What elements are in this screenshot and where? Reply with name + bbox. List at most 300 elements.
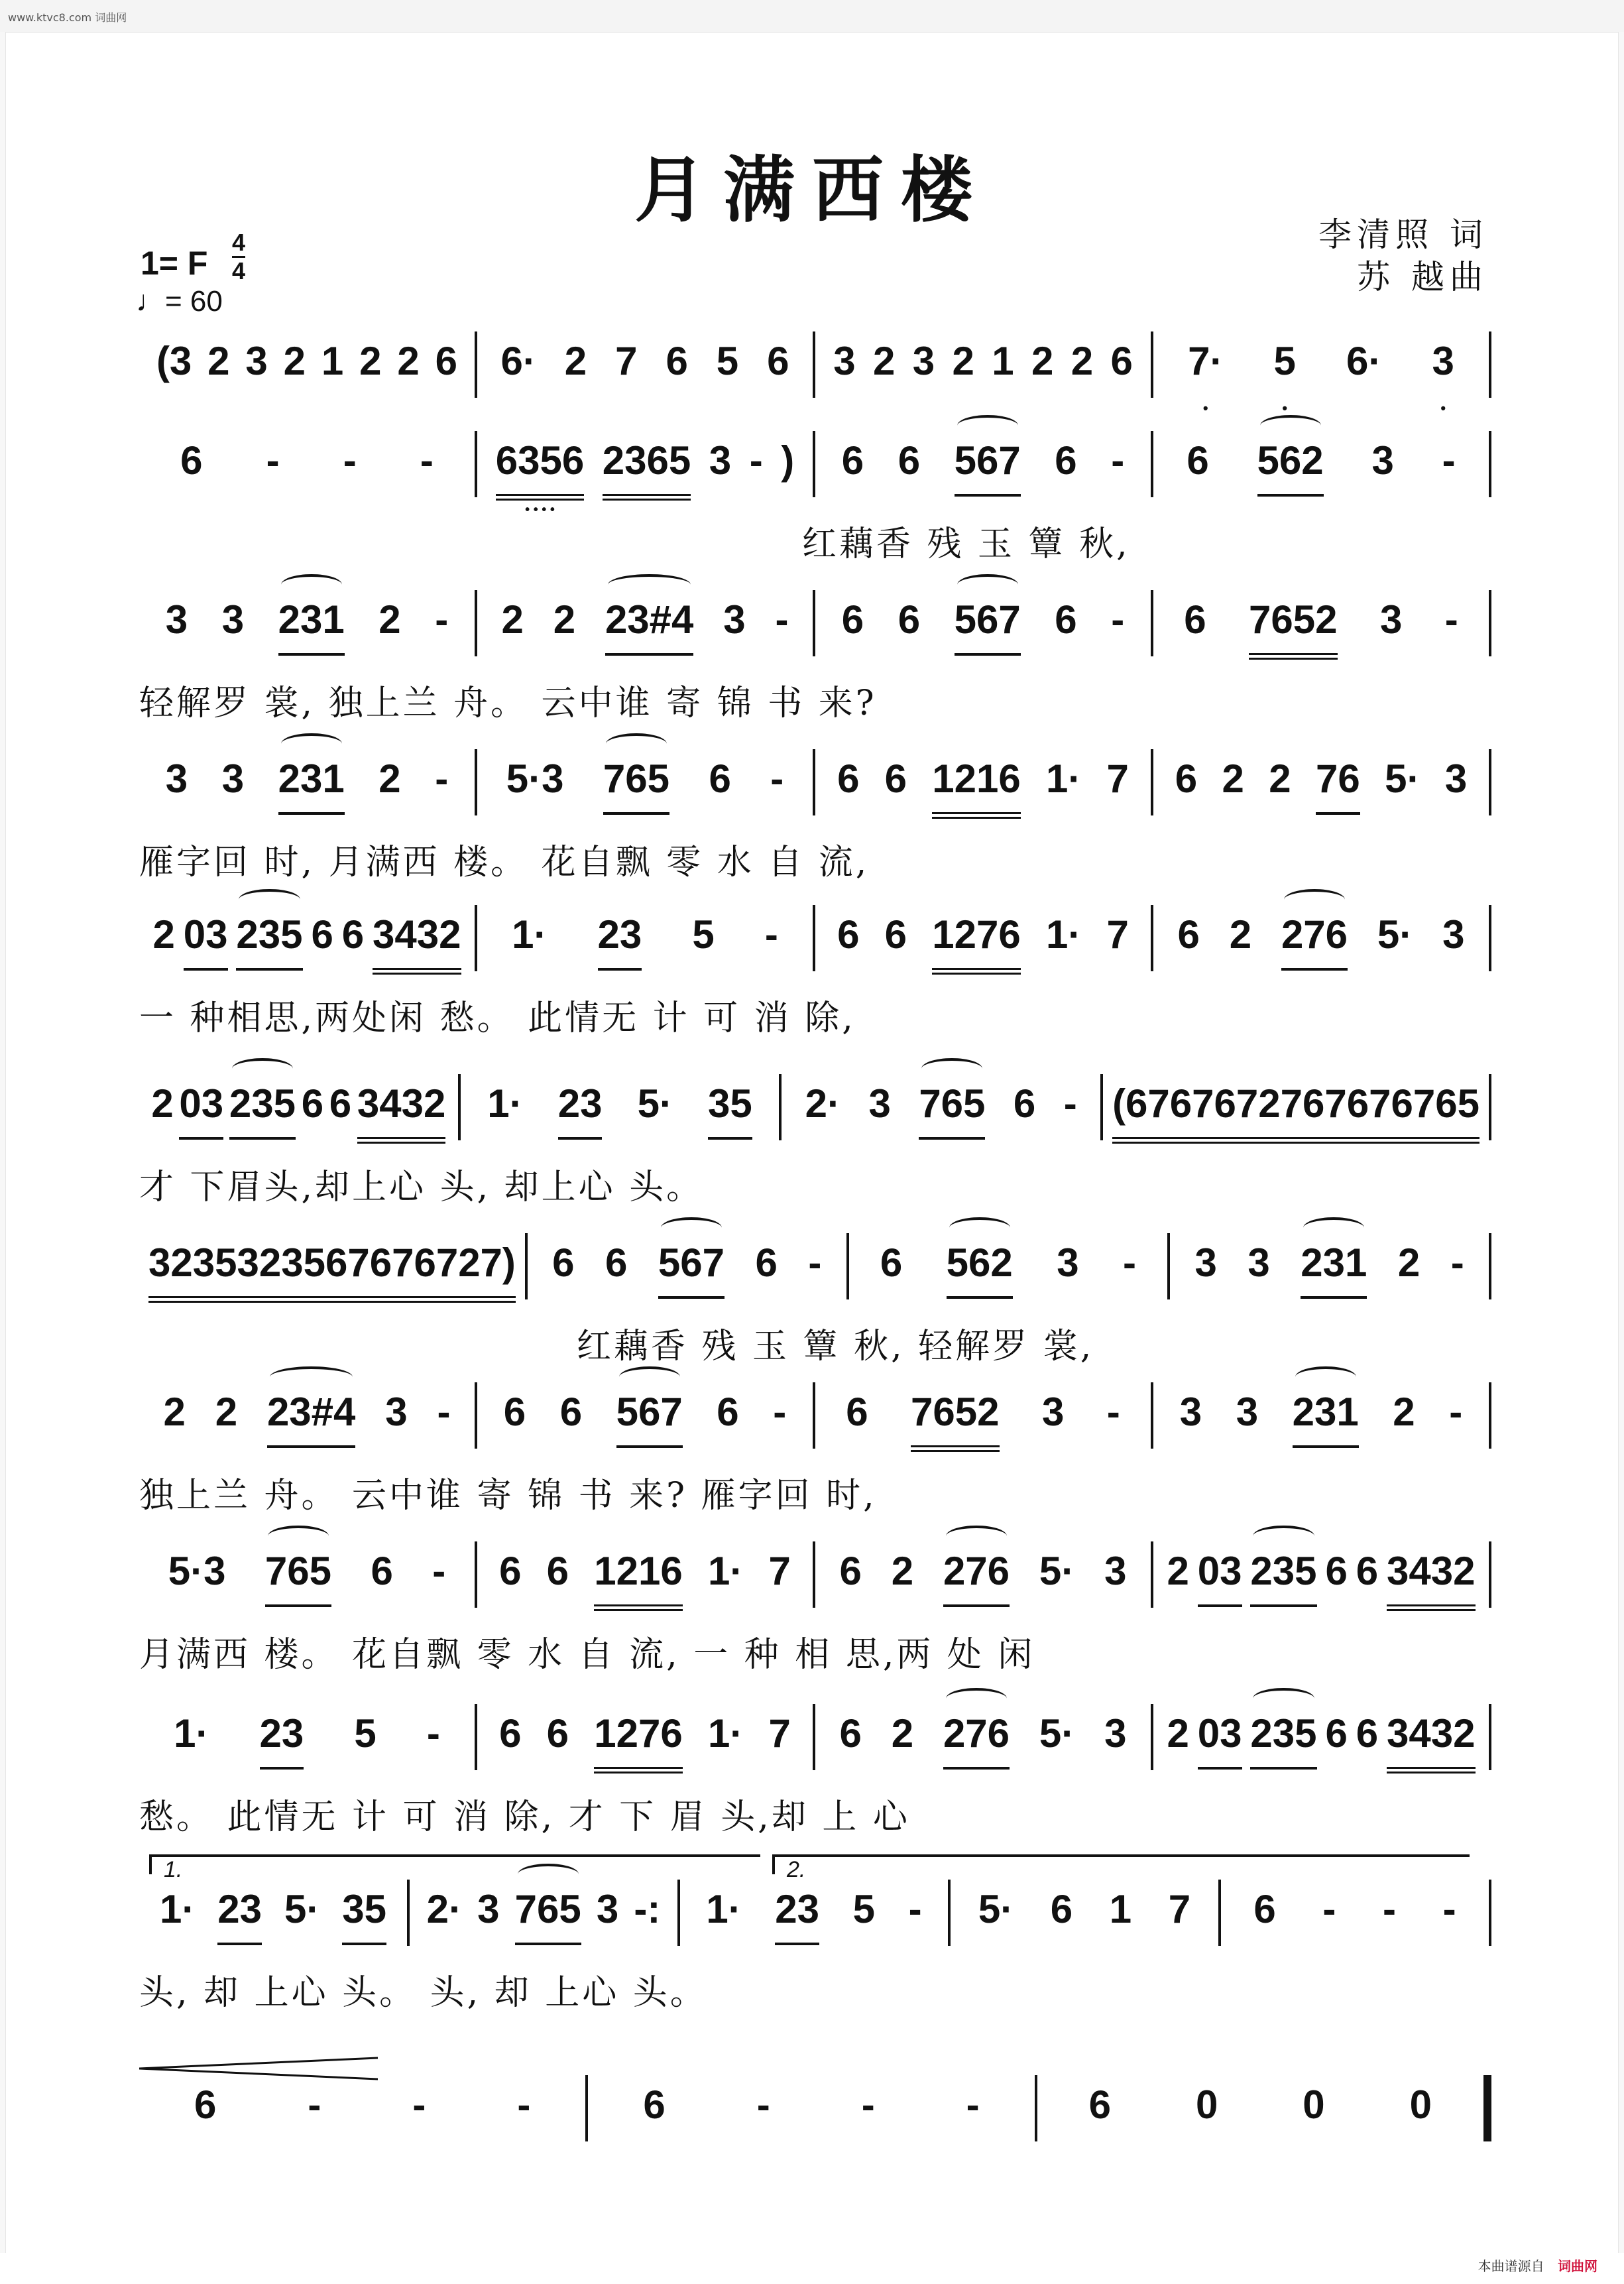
note-group: 6	[1356, 1549, 1379, 1593]
measure	[139, 597, 475, 670]
measure	[815, 338, 1151, 411]
note-group: 1	[321, 339, 344, 383]
note-group: 6	[1253, 1887, 1276, 1931]
measure	[1153, 1548, 1489, 1621]
measure	[477, 1548, 813, 1621]
note-group: 3432	[373, 912, 461, 975]
note-group: 3235	[237, 1240, 325, 1303]
note-group: 6	[1013, 1081, 1036, 1126]
note-group: 2	[564, 339, 587, 383]
note-group: 6765	[1391, 1081, 1479, 1144]
note-group: -	[808, 1240, 822, 1285]
note-group: 3432	[1387, 1711, 1475, 1773]
lyrics-line: 月满西 楼。 花自飘 零 水 自 流, 一 种 相 思,两 处 闲	[139, 1635, 1035, 1675]
note-group: 2	[283, 339, 306, 383]
note-group: 6	[837, 756, 860, 801]
measure	[815, 597, 1151, 670]
note-group: 2	[215, 1390, 238, 1434]
measure	[1153, 1389, 1489, 1462]
note-group: 2	[151, 1081, 174, 1126]
measure	[477, 756, 813, 829]
measure	[139, 2082, 585, 2155]
note-group: 6	[180, 438, 203, 483]
right-margin-strip	[1618, 32, 1624, 2253]
note-group: 1·	[1045, 912, 1082, 957]
note-group: -	[266, 438, 280, 483]
note-group: 6727	[1214, 1081, 1303, 1144]
note-group: 6	[194, 2082, 217, 2127]
measure	[951, 1886, 1218, 1959]
site-url[interactable]: www.ktvc8.com 词曲网	[8, 11, 127, 24]
note-group: 235	[1250, 1711, 1316, 1770]
note-group: 5·	[978, 1887, 1014, 1931]
measure	[477, 597, 813, 670]
note-group: -	[1444, 597, 1458, 642]
note-group: 2	[952, 339, 974, 383]
notes-row	[139, 756, 1491, 829]
note-group: 6767	[325, 1240, 414, 1303]
note-group: 567	[955, 438, 1021, 497]
note-group: 7	[768, 1711, 791, 1756]
note-group: 1216	[932, 756, 1020, 819]
note-group: 2	[1229, 912, 1252, 957]
note-group: 6	[898, 597, 921, 642]
note-group: 6	[546, 1549, 569, 1593]
note-group: 5	[354, 1711, 377, 1756]
note-group: 2	[1269, 756, 1291, 801]
time-signature	[232, 231, 245, 283]
note-group: -	[1106, 1390, 1120, 1434]
note-group: -	[1442, 1887, 1456, 1931]
note-group: 3	[1194, 1240, 1217, 1285]
note-group: 6	[755, 1240, 778, 1285]
measure	[477, 912, 813, 985]
left-margin-strip	[0, 32, 6, 2253]
score-system	[139, 2082, 1491, 2228]
note-group: 3	[477, 1887, 500, 1931]
note-group: 35	[708, 1081, 752, 1140]
barline	[1489, 331, 1491, 398]
note-group: 2	[1071, 339, 1094, 383]
note-group: 03	[179, 1081, 223, 1140]
note-group: 3	[833, 339, 856, 383]
note-group: 231	[1293, 1389, 1359, 1448]
note-group: 6	[371, 1549, 393, 1593]
note-group: 1276	[594, 1711, 682, 1773]
note-group: 6	[846, 1390, 868, 1434]
lyrics-line: 愁。 此情无 计 可 消 除, 才 下 眉 头,却 上 心	[139, 1797, 910, 1837]
note-group: 6	[1356, 1711, 1379, 1756]
note-group: 2	[207, 339, 230, 383]
note-group: 6	[837, 912, 860, 957]
note-group: 3	[385, 1390, 408, 1434]
note-group: 6	[311, 912, 333, 957]
note-group: -	[1449, 1390, 1463, 1434]
measure	[477, 438, 813, 511]
note-group: 7	[768, 1549, 791, 1593]
note-group: 2	[1222, 756, 1244, 801]
note-group: 76	[1316, 756, 1360, 815]
score-system	[139, 1711, 1491, 1856]
note-group: -	[1123, 1240, 1137, 1285]
note-group: 1216	[594, 1548, 682, 1611]
note-group: 7	[615, 339, 638, 383]
note-group: (3	[156, 339, 192, 383]
note-group: 567	[616, 1389, 683, 1448]
barline	[1489, 1074, 1491, 1140]
note-group: -	[1111, 597, 1125, 642]
note-group: 765	[515, 1886, 581, 1945]
note-group: 1·	[512, 912, 548, 957]
note-group: 5·3	[506, 756, 564, 801]
note-group: 03	[1198, 1711, 1242, 1770]
note-group: 5·	[1039, 1549, 1075, 1593]
note-group: 6	[841, 438, 864, 483]
score-system	[139, 597, 1491, 743]
lyrics-line: 一 种相思,两处闲 愁。 此情无 计 可 消 除,	[139, 998, 856, 1038]
barline	[1489, 905, 1491, 971]
notes-row	[139, 438, 1491, 511]
note-group: 6	[884, 756, 907, 801]
measure	[815, 438, 1151, 511]
note-group: 6	[1050, 1887, 1073, 1931]
note-group: 5·	[1039, 1711, 1075, 1756]
measure	[815, 756, 1151, 829]
note-group: 2	[872, 339, 896, 383]
note-group: 1·	[1045, 756, 1082, 801]
note-group: 1·	[707, 1549, 744, 1593]
note-group: 7652	[1249, 597, 1337, 660]
measure	[1170, 1240, 1489, 1313]
note-group: 3	[1247, 1240, 1270, 1285]
note-group: 3	[1379, 597, 1403, 642]
note-group: 6	[1184, 597, 1206, 642]
note-group: 0	[1409, 2082, 1432, 2127]
note-group: 3432	[357, 1081, 445, 1144]
note-group: -	[1383, 1887, 1396, 1931]
note-group: 6	[1177, 912, 1200, 957]
barline	[1489, 1880, 1491, 1946]
lyrics-line: 红藕香 残 玉 簟 秋, 轻解罗 裳,	[577, 1327, 1094, 1366]
note-group: -:	[634, 1887, 661, 1931]
measure	[1153, 597, 1489, 670]
note-group: 6	[1325, 1711, 1348, 1756]
note-group: 2	[1393, 1390, 1415, 1434]
note-group: 1·	[487, 1081, 523, 1126]
note-group: 6	[1325, 1549, 1348, 1593]
barline	[1489, 1541, 1491, 1608]
note-group: 5·	[284, 1887, 320, 1931]
note-group: -	[343, 438, 357, 483]
note-group: 7	[1106, 912, 1129, 957]
measure	[139, 338, 475, 411]
notes-row	[139, 1081, 1491, 1154]
note-group: 6	[1055, 438, 1077, 483]
footer	[1478, 2255, 1597, 2275]
note-group: 6727)	[414, 1240, 515, 1303]
notes-row	[139, 1240, 1491, 1313]
lyrics-line: 红藕香 残 玉 簟 秋,	[802, 524, 1130, 564]
barline	[1489, 749, 1491, 815]
note-group: 765	[919, 1081, 985, 1140]
note-group: 23	[558, 1081, 603, 1140]
note-group: 2	[553, 597, 576, 642]
notes-row	[139, 338, 1491, 411]
note-group: 1	[992, 339, 1014, 383]
note-group: 6	[1055, 597, 1077, 642]
note-group: 6767	[1303, 1081, 1391, 1144]
note-group: 5·	[1385, 756, 1421, 801]
measure	[410, 1886, 677, 1959]
note-group: 6	[1088, 2082, 1111, 2127]
measure	[1153, 1711, 1489, 1783]
measure	[139, 1240, 525, 1313]
note-group: -	[770, 756, 784, 801]
notes-row	[139, 1389, 1491, 1462]
note-group: 3	[1179, 1390, 1202, 1434]
note-group: 2	[163, 1390, 186, 1434]
lyrics-line: 雁字回 时, 月满西 楼。 花自飘 零 水 自 流,	[139, 843, 870, 882]
measure	[1153, 912, 1489, 985]
note-group: -	[749, 438, 763, 483]
note-group: 0	[1303, 2082, 1325, 2127]
measure	[1103, 1081, 1489, 1154]
note-group: 231	[278, 597, 345, 656]
note-group: 03	[1198, 1548, 1242, 1607]
note-group: 6	[666, 339, 688, 383]
final-barline	[1483, 2075, 1491, 2141]
note-group: 6	[499, 1711, 522, 1756]
note-group: 6	[301, 1081, 324, 1126]
note-group: -	[773, 1390, 787, 1434]
measure	[477, 1389, 813, 1462]
volta-first-ending: 1.	[149, 1854, 760, 1874]
measure	[782, 1081, 1100, 1154]
note-group: 3	[1041, 1390, 1065, 1434]
note-group: 2·	[805, 1081, 841, 1126]
measure	[588, 2082, 1034, 2155]
note-group: -	[308, 2082, 321, 2127]
note-group: -	[426, 1711, 440, 1756]
note-group: -	[1111, 438, 1125, 483]
note-group: 2	[378, 597, 401, 642]
note-group: 6	[839, 1711, 862, 1756]
score-system	[139, 1389, 1491, 1535]
note-group: 765	[603, 756, 669, 815]
note-group: 3432	[1387, 1548, 1475, 1611]
note-group: 5·	[637, 1081, 673, 1126]
note-group: 1·	[159, 1887, 196, 1931]
measure	[1153, 338, 1489, 411]
notes-row	[139, 912, 1491, 985]
measure	[1153, 756, 1489, 829]
note-group: 6	[329, 1081, 352, 1126]
note-group: 6	[503, 1390, 526, 1434]
note-group: 231	[278, 756, 345, 815]
lyrics-line: 独上兰 舟。 云中谁 寄 锦 书 来? 雁字回 时,	[139, 1476, 877, 1516]
note-group: -	[1442, 438, 1456, 483]
note-group: -	[1450, 1240, 1464, 1285]
score-system	[139, 1081, 1491, 1227]
measure	[461, 1081, 780, 1154]
measure	[815, 1548, 1151, 1621]
note-group: 276	[943, 1548, 1010, 1607]
note-group: 23	[598, 912, 642, 971]
note-group: 6	[1110, 339, 1133, 383]
note-group: 23#4	[267, 1389, 355, 1448]
note-group: 3	[709, 438, 732, 483]
note-group: 6	[643, 2082, 666, 2127]
note-group: 2	[152, 912, 175, 957]
note-group: 2	[378, 756, 401, 801]
lyrics-line: 才 下眉头,却上心 头, 却上心 头。	[139, 1168, 704, 1207]
score-system	[139, 756, 1491, 902]
note-group: 5·	[1377, 912, 1413, 957]
measure	[139, 912, 475, 985]
diminuendo-hairpin	[139, 2055, 378, 2082]
barline	[1489, 1382, 1491, 1449]
note-group: 6	[884, 912, 907, 957]
note-group: -	[775, 597, 789, 642]
note-group: 765	[265, 1548, 331, 1607]
measure	[815, 912, 1151, 985]
note-group: 2	[359, 339, 382, 383]
note-group: 1276	[932, 912, 1020, 975]
note-group: 6	[880, 1240, 903, 1285]
note-group: 1·	[706, 1887, 742, 1931]
note-group: 0	[1195, 2082, 1218, 2127]
note-group: -	[1063, 1081, 1077, 1126]
note-group: 3	[1444, 756, 1468, 801]
note-group: 567	[955, 597, 1021, 656]
note-group: 2	[891, 1549, 914, 1593]
tempo-marking: ♩= 60	[136, 285, 223, 318]
note-group: 235	[1250, 1548, 1316, 1607]
note-group: 2365	[603, 438, 691, 501]
note-group: 2·	[426, 1887, 462, 1931]
measure	[1221, 1886, 1489, 1959]
note-group: 3	[1104, 1549, 1127, 1593]
measure	[477, 338, 813, 411]
note-group: 3	[1371, 438, 1394, 483]
note-group: 3	[723, 597, 746, 642]
measure	[815, 1711, 1151, 1783]
note-group: 7	[1106, 756, 1129, 801]
note-group: )	[781, 438, 795, 483]
time-signature-bottom: 4	[232, 257, 246, 284]
note-group: 23	[217, 1886, 262, 1945]
note-group: 1·	[707, 1711, 744, 1756]
note-group: (6767	[1112, 1081, 1214, 1144]
measure	[680, 1886, 948, 1959]
note-group: 231	[1301, 1240, 1367, 1299]
note-group: -	[412, 2082, 426, 2127]
note-group: 6356 • •	[496, 438, 584, 501]
score-system	[139, 1240, 1491, 1386]
note-group: 2	[501, 597, 524, 642]
note-group: 6	[717, 1390, 739, 1434]
note-group: -	[420, 438, 434, 483]
note-group: 235	[229, 1081, 296, 1140]
note-group: 3	[1236, 1390, 1259, 1434]
note-group: -	[1322, 1887, 1336, 1931]
note-group: 3	[1057, 1240, 1079, 1285]
note-group: 35	[342, 1886, 386, 1945]
note-group: 3 •	[1432, 338, 1454, 394]
note-group: 2	[891, 1711, 914, 1756]
score-system	[139, 912, 1491, 1057]
note-group: 6	[435, 339, 458, 383]
measure	[139, 1886, 407, 1959]
note-group: -	[437, 1390, 451, 1434]
notes-row	[139, 1711, 1491, 1783]
note-group: 1	[1109, 1887, 1132, 1931]
note-group: 6	[1175, 756, 1198, 801]
measure	[139, 1081, 458, 1154]
note-group: 7	[1168, 1887, 1191, 1931]
note-group: 3235	[148, 1240, 237, 1303]
notes-row	[139, 2082, 1491, 2155]
note-group: -	[966, 2082, 980, 2127]
score-system	[139, 1857, 1491, 2032]
note-group: 6	[841, 597, 864, 642]
measure	[139, 1711, 475, 1783]
note-group: 5·3	[168, 1549, 226, 1593]
note-group: 3	[245, 339, 268, 383]
note-group: 6	[767, 339, 789, 383]
note-group: 3	[912, 339, 935, 383]
note-group: 7652	[911, 1389, 999, 1452]
note-group: 567	[658, 1240, 725, 1299]
footer-brand[interactable]: 词曲网	[1558, 2258, 1597, 2274]
lyrics-line: 头, 却 上心 头。 头, 却 上心 头。	[139, 1973, 707, 2013]
measure	[139, 438, 475, 511]
barline	[1489, 1233, 1491, 1299]
measure	[815, 1389, 1151, 1462]
note-group: 3	[221, 756, 245, 801]
note-group: 5	[692, 912, 715, 957]
note-group: 5	[852, 1887, 876, 1931]
score-system	[139, 438, 1491, 583]
note-group: 3	[1442, 912, 1465, 957]
note-group: 2	[1167, 1711, 1189, 1756]
notes-row	[139, 597, 1491, 670]
barline	[1489, 590, 1491, 656]
note-group: 2	[1397, 1240, 1421, 1285]
note-group: 5	[716, 339, 739, 383]
note-group: 6·	[500, 339, 536, 383]
volta-second-ending: 2.	[772, 1854, 1470, 1874]
note-group: 3	[1104, 1711, 1127, 1756]
note-group: 6	[839, 1549, 862, 1593]
note-group: 6	[605, 1240, 628, 1285]
note-group: -	[435, 756, 449, 801]
lyrics-line: 轻解罗 裳, 独上兰 舟。 云中谁 寄 锦 书 来?	[139, 684, 877, 723]
note-group: 7· •	[1188, 338, 1223, 394]
notes-row	[139, 1886, 1491, 1959]
notes-row	[139, 1548, 1491, 1621]
footer-text: 本曲谱源自	[1478, 2258, 1544, 2274]
note-group: -	[756, 2082, 770, 2127]
note-group: -	[861, 2082, 875, 2127]
note-group: 235	[236, 912, 302, 971]
measure	[1153, 438, 1489, 511]
site-header	[0, 0, 1624, 32]
note-group: 1·	[174, 1711, 209, 1756]
note-group: 3	[596, 1887, 619, 1931]
note-group: 6	[499, 1549, 522, 1593]
note-group: -	[908, 1887, 922, 1931]
